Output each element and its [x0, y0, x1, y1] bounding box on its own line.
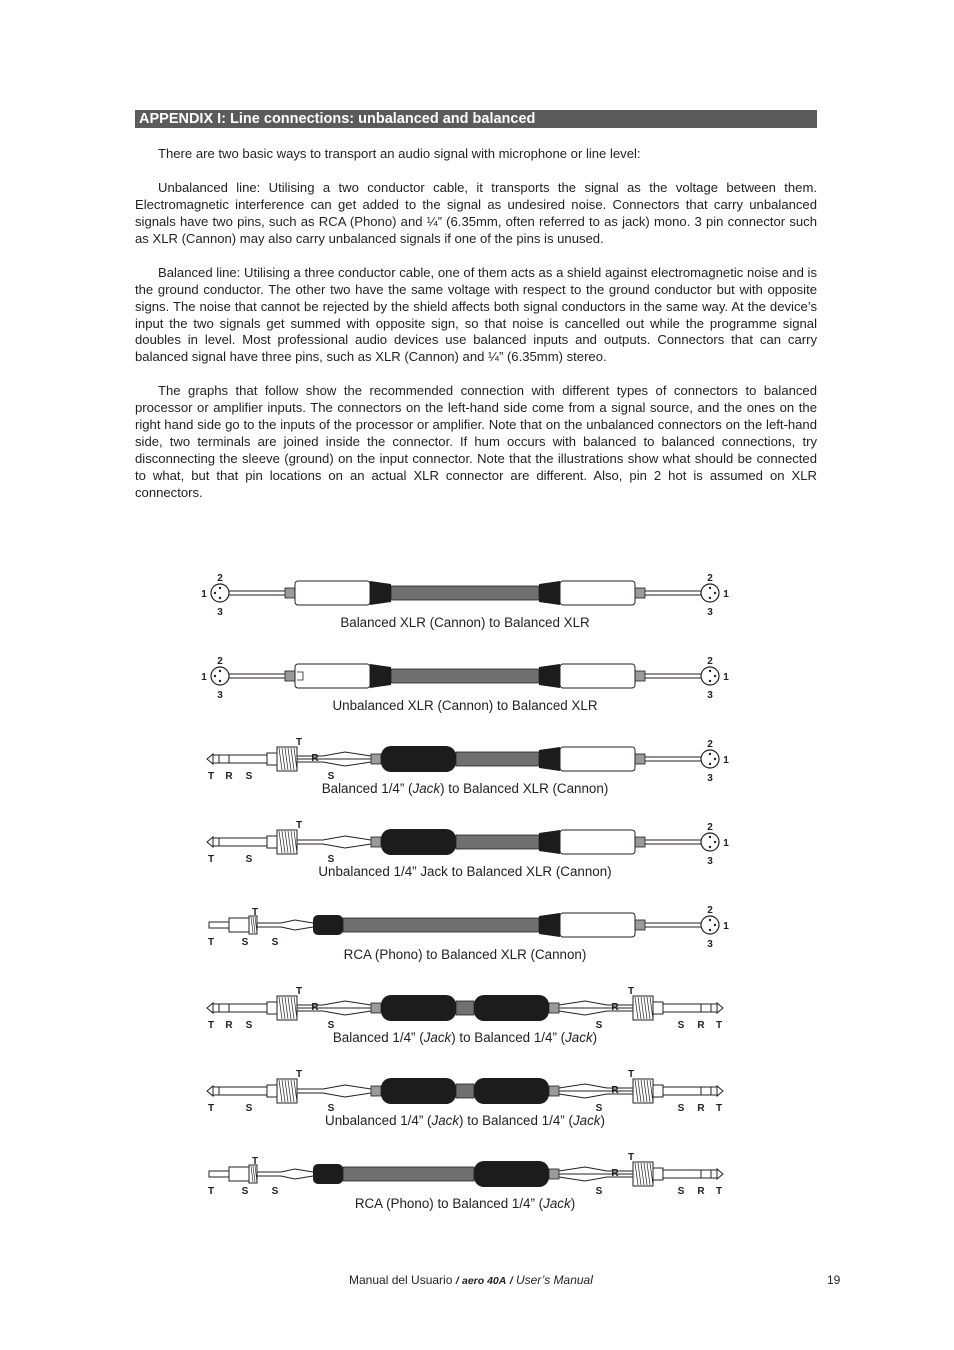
cable-caption-part: ) to Balanced 1/4” (	[451, 1030, 566, 1045]
jack-pin-label: R	[225, 771, 233, 782]
cable-caption-part: Balanced 1/4” (	[332, 1030, 424, 1045]
xlr-pin-dot	[709, 836, 711, 838]
paragraph-balanced: Balanced line: Utilising a three conductor cable, one of them acts as a shield against electromagnetic noise and is the ground conductor. The other two have the same voltage with respect to the ground conductor but with opposite signs. The noise that cannot be rejected by the shield affects both signal conductors in the same way. At the device’s input the two signals get summed with opposite sign, so that noise is cancelled out while the programme signal doubles in level. Most professional audio devices use balanced inputs and outputs. Connectors that can carry balanced signal have three pins, such as XLR (Cannon) and ¼” (6.35mm) stereo.	[135, 264, 817, 365]
jack-wire-ring-label: R	[611, 1002, 619, 1013]
rca-body	[313, 1164, 343, 1184]
xlr-body	[295, 664, 370, 688]
jack-tip	[717, 1169, 723, 1179]
xlr-pin-dot	[219, 587, 221, 589]
rca-pin-label: T	[207, 937, 215, 948]
jack-collar	[549, 1169, 559, 1179]
jack-shaft	[213, 1087, 267, 1095]
jack-pin-label: S	[245, 771, 253, 782]
xlr-pin-dot	[219, 680, 221, 682]
jack-collar	[653, 1085, 663, 1097]
xlr-pin-dot	[709, 587, 711, 589]
xlr-pin-2-label: 2	[707, 905, 713, 916]
jack-wire	[297, 1011, 371, 1015]
xlr-body	[295, 581, 370, 605]
jack-wire	[559, 1167, 633, 1171]
rca-wire	[257, 920, 313, 923]
jack-pin-label: T	[715, 1020, 723, 1031]
cable-caption-italic: Jack	[572, 1113, 601, 1128]
xlr-pin-1-label: 1	[723, 672, 729, 683]
rca-pin-label: S	[241, 937, 249, 948]
jack-collar	[549, 1086, 559, 1096]
cable-caption	[333, 1030, 597, 1045]
cable-caption-part: )	[570, 1196, 576, 1211]
xlr-pin-2-label: 2	[707, 656, 713, 667]
xlr-pin-1-label: 1	[201, 589, 207, 600]
xlr-collar	[635, 588, 645, 598]
jack-thread	[633, 996, 653, 1020]
xlr-pin-1-label: 1	[723, 838, 729, 849]
jack-wire-ring-label: R	[611, 1085, 619, 1096]
jack-pin-label: T	[207, 854, 215, 865]
cable-caption	[340, 615, 590, 630]
jack-pin-label: S	[677, 1103, 685, 1114]
xlr-pin-3-label: 3	[217, 690, 223, 701]
xlr-pin-dot	[709, 919, 711, 921]
xlr-pin-2-label: 2	[707, 739, 713, 750]
xlr-pin-dot	[219, 670, 221, 672]
jack-shaft	[213, 838, 267, 846]
cable-caption-italic: Jack	[565, 1030, 593, 1045]
footer-product: aero 40A	[462, 1275, 507, 1287]
cable-caption-part: ) to Balanced 1/4” (	[459, 1113, 573, 1128]
xlr-pin-3-label: 3	[707, 773, 713, 784]
cable-row	[208, 1152, 723, 1211]
rca-pin-label: S	[241, 1186, 249, 1197]
section-title: APPENDIX I: Line connections: unbalanced and balanced	[135, 110, 817, 128]
xlr-pin-dot	[714, 592, 716, 594]
paragraph-unbalanced: Unbalanced line: Utilising a two conductor cable, it transports the signal as the voltage between them. Electromagnetic interference can get added to the signal as undesired noise. Connectors that carry unbalanced signals have two pins, such as RCA (Phono) and ¼” (6.35mm, often referred to as jack) mono. 3 pin connector such as XLR (Cannon) may also carry unbalanced signals if one of the pins is unused.	[135, 179, 817, 246]
cable-body	[343, 1167, 474, 1181]
jack-wire-tip-label: T	[295, 1069, 303, 1080]
xlr-strain-relief	[539, 913, 560, 937]
cable-caption	[318, 864, 611, 879]
xlr-pin-2-label: 2	[707, 822, 713, 833]
jack-collar	[267, 1002, 277, 1014]
cable-caption-part: RCA (Phono) to Balanced XLR (Cannon)	[343, 947, 587, 962]
cable-diagrams	[195, 560, 735, 1225]
xlr-collar	[635, 837, 645, 847]
cable-caption-italic: Jack	[431, 1113, 460, 1128]
cable-caption-italic: Jack	[423, 1030, 452, 1045]
jack-wire	[297, 1085, 371, 1089]
cable-caption-part: ) to Balanced XLR (Cannon)	[440, 781, 609, 796]
cable-caption	[322, 781, 609, 796]
xlr-body	[560, 913, 635, 937]
footer-manual-en: User’s Manual	[515, 1273, 593, 1287]
rca-sleeve	[229, 1167, 249, 1181]
rca-wire	[257, 1169, 313, 1172]
xlr-pin-dot	[709, 753, 711, 755]
xlr-collar	[635, 671, 645, 681]
jack-thread	[277, 1079, 297, 1103]
jack-thread	[633, 1162, 653, 1186]
xlr-pin-dot	[714, 841, 716, 843]
jack-shaft	[213, 1004, 267, 1012]
jack-body	[474, 1078, 549, 1104]
xlr-collar	[635, 754, 645, 764]
rca-pin-label: S	[271, 937, 279, 948]
cable-body	[391, 669, 539, 683]
jack-wire-tip-label: T	[295, 820, 303, 831]
jack-wire	[297, 1001, 371, 1005]
jack-tip	[207, 1086, 213, 1096]
jack-wire	[559, 1011, 633, 1015]
xlr-pin-3-label: 3	[707, 690, 713, 701]
paragraph-intro: There are two basic ways to transport an audio signal with microphone or line level:	[158, 146, 641, 161]
cable-row	[207, 737, 729, 796]
cable-row	[207, 1069, 723, 1128]
jack-wire-tip-label: T	[295, 737, 303, 748]
xlr-pin-circle	[701, 833, 719, 851]
jack-wire-ring-label: R	[311, 753, 319, 764]
xlr-pin-dot	[219, 597, 221, 599]
jack-pin-label: T	[715, 1186, 723, 1197]
xlr-pin-1-label: 1	[723, 589, 729, 600]
cable-row	[201, 573, 729, 630]
jack-collar	[371, 754, 381, 764]
xlr-pin-3-label: 3	[707, 856, 713, 867]
jack-wire	[559, 1177, 633, 1181]
jack-wire-sleeve-label: S	[327, 1103, 335, 1114]
cable-row	[207, 986, 723, 1045]
body-text	[135, 146, 817, 519]
jack-thread	[277, 996, 297, 1020]
cable-body	[456, 752, 539, 766]
rca-pin-label: S	[271, 1186, 279, 1197]
xlr-pin-circle	[701, 584, 719, 602]
xlr-strain-relief	[539, 830, 560, 854]
jack-shaft	[663, 1004, 717, 1012]
xlr-pin-circle	[211, 667, 229, 685]
rca-wire	[257, 927, 313, 930]
xlr-body	[560, 664, 635, 688]
xlr-pin-dot	[214, 592, 216, 594]
xlr-pin-1-label: 1	[723, 921, 729, 932]
jack-collar	[653, 1168, 663, 1180]
jack-body	[381, 995, 456, 1021]
xlr-pin-dot	[214, 675, 216, 677]
xlr-strain-relief	[370, 581, 391, 605]
cable-caption	[344, 947, 587, 962]
jack-tip	[207, 1003, 213, 1013]
cable-body	[456, 1001, 474, 1015]
rca-wire	[257, 1176, 313, 1179]
cable-caption-part: Balanced XLR (Cannon) to Balanced XLR	[340, 615, 590, 630]
jack-collar	[267, 836, 277, 848]
xlr-pin-2-label: 2	[217, 656, 223, 667]
jack-pin-label: S	[245, 854, 253, 865]
cable-caption-italic: Jack	[543, 1196, 571, 1211]
xlr-pin-dot	[709, 597, 711, 599]
jack-wire-tip-label: T	[627, 1069, 635, 1080]
cable-caption-part: Unbalanced 1/4” (	[325, 1113, 432, 1128]
paragraph-graphs: The graphs that follow show the recommended connection with different types of connectors to balanced processor or amplifier inputs. The connectors on the left-hand side come from a signal source, and the ones on the right hand side go to the inputs of the processor or amplifier. Note that on the unbalanced connectors on the left-hand side, two terminals are joined inside the connector. If hum occurs with balanced to balanced connections, try disconnecting the sleeve (ground) on the input connector. Note that the illustrations show what should be connected to what, but that pin locations on an actual XLR connector are different. Also, pin 2 hot is assumed on XLR connectors.	[135, 383, 817, 501]
xlr-collar	[285, 671, 295, 681]
jack-pin-label: S	[245, 1020, 253, 1031]
xlr-strain-relief	[539, 581, 560, 605]
xlr-pin-dot	[709, 929, 711, 931]
xlr-pin-circle	[211, 584, 229, 602]
cable-caption-part: RCA (Phono) to Balanced 1/4” (	[354, 1196, 544, 1211]
xlr-pin-dot	[714, 675, 716, 677]
cable-caption-italic: Jack	[412, 781, 441, 796]
xlr-pin-1-label: 1	[201, 672, 207, 683]
xlr-pin-dot	[709, 763, 711, 765]
rca-wire-tip-label: T	[251, 907, 259, 918]
footer-slash-2: /	[509, 1275, 513, 1287]
xlr-body	[560, 830, 635, 854]
jack-wire-sleeve-label: S	[327, 1020, 335, 1031]
jack-pin-label: S	[677, 1020, 685, 1031]
xlr-body	[560, 581, 635, 605]
rca-body	[313, 915, 343, 935]
xlr-collar	[285, 588, 295, 598]
cable-caption	[332, 698, 597, 713]
rca-wire-tip-label: T	[251, 1156, 259, 1167]
cable-row	[201, 656, 729, 713]
jack-tip	[717, 1086, 723, 1096]
rca-pin-label: T	[207, 1186, 215, 1197]
jack-wire	[559, 1084, 633, 1088]
cable-row	[208, 905, 729, 962]
jack-wire-tip-label: T	[295, 986, 303, 997]
jack-pin-label: R	[225, 1020, 233, 1031]
jack-wire	[297, 1093, 371, 1097]
jack-wire	[559, 1001, 633, 1005]
cable-caption-part: Unbalanced 1/4” Jack to Balanced XLR (Cannon)	[318, 864, 612, 879]
jack-body	[381, 1078, 456, 1104]
jack-wire	[559, 1094, 633, 1098]
xlr-pin-1-label: 1	[723, 755, 729, 766]
xlr-strain-relief	[539, 747, 560, 771]
xlr-pin-3-label: 3	[217, 607, 223, 618]
jack-wire-sleeve-label: S	[327, 771, 335, 782]
jack-pin-label: T	[715, 1103, 723, 1114]
xlr-collar	[635, 920, 645, 930]
footer-slash-1: /	[455, 1275, 459, 1287]
jack-collar	[267, 1085, 277, 1097]
jack-collar	[371, 1003, 381, 1013]
jack-collar	[549, 1003, 559, 1013]
jack-thread	[277, 747, 297, 771]
jack-shaft	[213, 755, 267, 763]
xlr-strain-relief	[370, 664, 391, 688]
jack-tip	[207, 837, 213, 847]
jack-pin-label: T	[207, 771, 215, 782]
jack-body	[474, 995, 549, 1021]
jack-pin-label: R	[697, 1103, 705, 1114]
rca-pin	[209, 1171, 229, 1177]
jack-shaft	[663, 1087, 717, 1095]
jack-body	[474, 1161, 549, 1187]
jack-wire-tip-label: T	[627, 1152, 635, 1163]
jack-wire	[297, 836, 371, 840]
jack-collar	[371, 837, 381, 847]
jack-pin-label: R	[697, 1020, 705, 1031]
cable-caption	[325, 1113, 605, 1128]
xlr-pin-3-label: 3	[707, 607, 713, 618]
footer-manual-title	[349, 1273, 593, 1287]
jack-thread	[277, 830, 297, 854]
jack-wire-ring-label: R	[611, 1168, 619, 1179]
jack-tip	[207, 754, 213, 764]
rca-pin	[209, 922, 229, 928]
jack-thread	[633, 1079, 653, 1103]
jack-pin-label: S	[677, 1186, 685, 1197]
xlr-pin-circle	[701, 916, 719, 934]
jack-wire-sleeve-label: S	[327, 854, 335, 865]
jack-body	[381, 746, 456, 772]
xlr-pin-circle	[701, 667, 719, 685]
cable-body	[343, 918, 539, 932]
xlr-pin-circle	[701, 750, 719, 768]
footer-manual-es: Manual del Usuario	[349, 1273, 453, 1287]
xlr-pin-dot	[709, 680, 711, 682]
cable-caption-part: Balanced 1/4” (	[321, 781, 413, 796]
jack-wire	[297, 844, 371, 848]
jack-wire-sleeve-label: S	[595, 1186, 603, 1197]
jack-pin-label: T	[207, 1020, 215, 1031]
cable-caption-part: )	[592, 1030, 598, 1045]
jack-wire-ring-label: R	[311, 1002, 319, 1013]
xlr-pin-dot	[709, 670, 711, 672]
cable-row	[207, 820, 729, 879]
jack-wire	[297, 752, 371, 756]
xlr-body	[560, 747, 635, 771]
cable-caption	[355, 1196, 575, 1211]
cable-caption-part: )	[600, 1113, 605, 1128]
jack-collar	[267, 753, 277, 765]
xlr-pin-dot	[714, 924, 716, 926]
jack-collar	[371, 1086, 381, 1096]
jack-pin-label: R	[697, 1186, 705, 1197]
xlr-pin-dot	[714, 758, 716, 760]
jack-pin-label: S	[245, 1103, 253, 1114]
xlr-pin-3-label: 3	[707, 939, 713, 950]
jack-tip	[717, 1003, 723, 1013]
jack-pin-label: T	[207, 1103, 215, 1114]
rca-sleeve	[229, 918, 249, 932]
jack-wire-tip-label: T	[627, 986, 635, 997]
page-number: 19	[827, 1273, 841, 1287]
xlr-pin-dot	[709, 846, 711, 848]
xlr-strain-relief	[539, 664, 560, 688]
cable-body	[456, 1084, 474, 1098]
jack-body	[381, 829, 456, 855]
cable-body	[391, 586, 539, 600]
cable-body	[456, 835, 539, 849]
xlr-pin-2-label: 2	[217, 573, 223, 584]
jack-shaft	[663, 1170, 717, 1178]
jack-wire-sleeve-label: S	[595, 1103, 603, 1114]
jack-wire	[297, 762, 371, 766]
jack-collar	[653, 1002, 663, 1014]
jack-wire-sleeve-label: S	[595, 1020, 603, 1031]
cable-caption-part: Unbalanced XLR (Cannon) to Balanced XLR	[332, 698, 598, 713]
xlr-pin-2-label: 2	[707, 573, 713, 584]
